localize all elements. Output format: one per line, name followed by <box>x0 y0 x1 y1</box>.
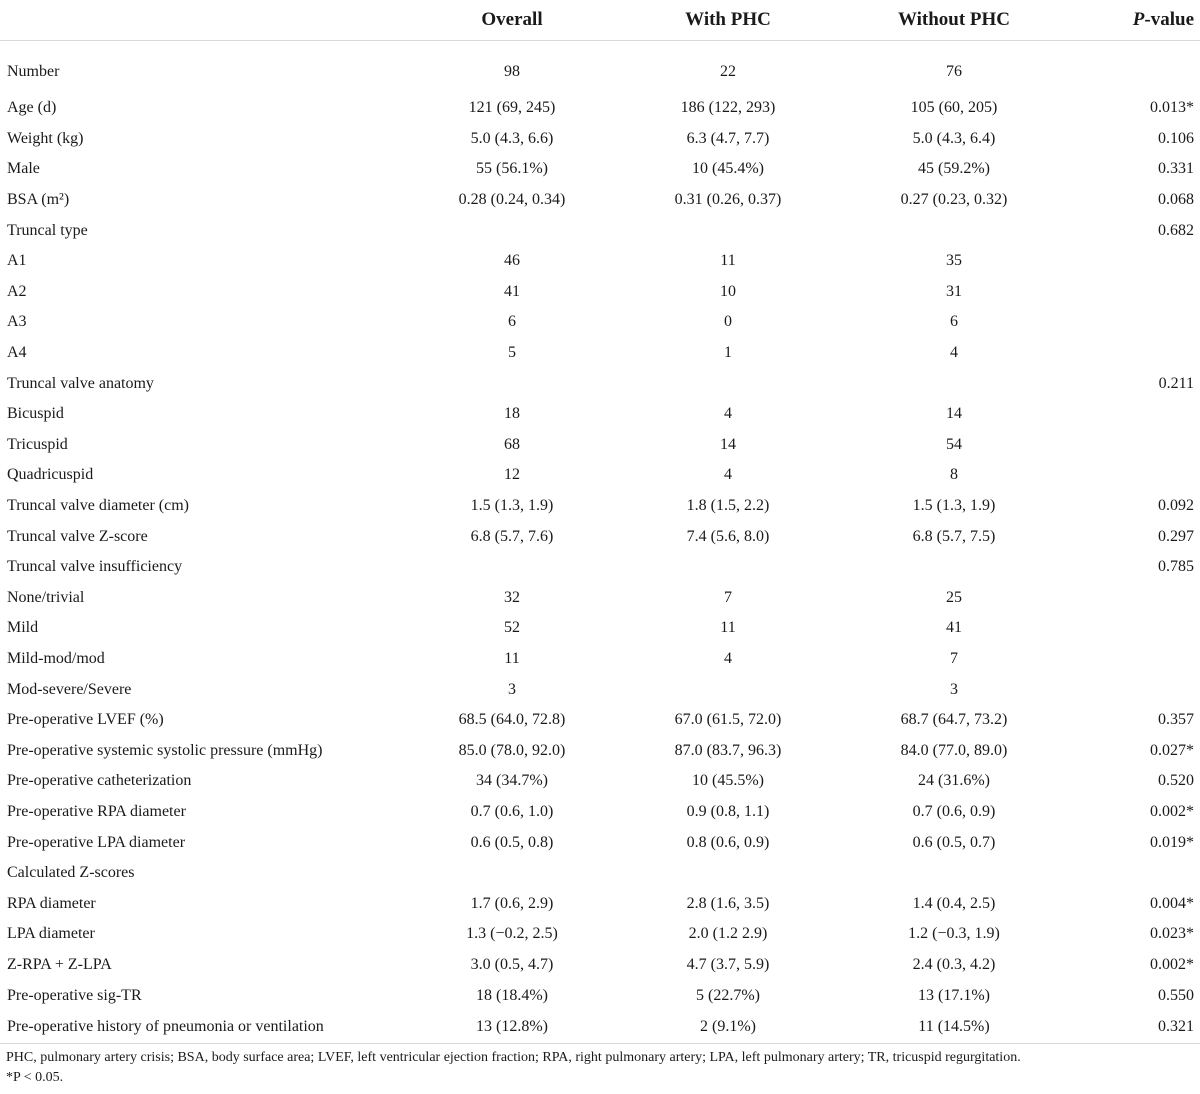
cell-overall: 121 (69, 245) <box>468 99 556 117</box>
cell-with-phc: 10 <box>720 282 736 300</box>
cell-overall: 3 <box>508 680 516 698</box>
header-p-letter: P <box>1132 9 1145 30</box>
cell-without-phc: 25 <box>946 588 962 606</box>
cell-with-phc: 10 (45.5%) <box>692 772 764 790</box>
cell-with-phc: 67.0 (61.5, 72.0) <box>674 711 782 729</box>
row-label: None/trivial <box>7 588 85 606</box>
cell-without-phc: 84.0 (77.0, 89.0) <box>900 741 1008 759</box>
cell-overall <box>408 215 616 246</box>
cell-p-value <box>1068 460 1200 491</box>
cell-without-phc: 35 <box>946 252 962 270</box>
cell-without-phc: 105 (60, 205) <box>910 99 998 117</box>
cell-with-phc <box>616 368 840 399</box>
table-row <box>0 766 1200 797</box>
cell-overall <box>408 552 616 583</box>
table-row <box>0 797 1200 828</box>
table-row <box>0 307 1200 338</box>
cell-p-value: 0.297 <box>1158 527 1194 545</box>
cell-without-phc: 1.2 (−0.3, 1.9) <box>908 925 1000 943</box>
cell-p-value: 0.004* <box>1150 894 1194 912</box>
table-row <box>0 93 1200 124</box>
cell-p-value <box>1068 674 1200 705</box>
cell-p-value: 0.106 <box>1158 129 1194 147</box>
cell-without-phc: 11 (14.5%) <box>840 1011 1068 1044</box>
cell-overall: 12 <box>504 466 520 484</box>
table-row <box>0 460 1200 491</box>
cell-overall: 5.0 (4.3, 6.6) <box>470 129 554 147</box>
cell-without-phc: 4 <box>950 344 958 362</box>
cell-with-phc: 7.4 (5.6, 8.0) <box>686 527 770 545</box>
cell-overall: 1.7 (0.6, 2.9) <box>470 894 554 912</box>
cell-without-phc: 54 <box>946 435 962 453</box>
cell-p-value: 0.068 <box>1158 191 1194 209</box>
table-row <box>0 950 1200 981</box>
cell-with-phc: 6.3 (4.7, 7.7) <box>686 129 770 147</box>
cell-p-value <box>1068 277 1200 308</box>
cell-with-phc <box>616 674 840 705</box>
cell-p-value: 0.357 <box>1158 711 1194 729</box>
row-label: A1 <box>7 252 27 270</box>
cell-overall: 13 (12.8%) <box>408 1011 616 1044</box>
table-row <box>0 124 1200 155</box>
cell-p-value <box>1068 644 1200 675</box>
cell-without-phc: 14 <box>946 405 962 423</box>
table-row <box>0 338 1200 369</box>
cell-with-phc: 2 (9.1%) <box>616 1011 840 1044</box>
row-label: Mild-mod/mod <box>7 649 105 667</box>
cell-p-value <box>1068 858 1200 889</box>
header-with-phc: With PHC <box>616 0 840 41</box>
cell-with-phc: 5 (22.7%) <box>696 986 760 1004</box>
cell-overall: 18 <box>504 405 520 423</box>
cell-overall: 5 <box>508 344 516 362</box>
cell-without-phc: 8 <box>950 466 958 484</box>
cell-without-phc: 7 <box>950 649 958 667</box>
cell-p-value: 0.520 <box>1158 772 1194 790</box>
cell-without-phc: 6.8 (5.7, 7.5) <box>912 527 996 545</box>
table-row <box>0 154 1200 185</box>
cell-overall: 68.5 (64.0, 72.8) <box>458 711 566 729</box>
cell-overall: 55 (56.1%) <box>476 160 548 178</box>
table-row <box>0 521 1200 552</box>
table-row <box>0 277 1200 308</box>
header-row <box>0 0 1200 41</box>
cell-without-phc: 76 <box>946 63 962 80</box>
cell-overall: 1.3 (−0.2, 2.5) <box>466 925 558 943</box>
cell-overall: 34 (34.7%) <box>476 772 548 790</box>
row-label: Truncal valve Z-score <box>7 527 148 545</box>
cell-without-phc: 6 <box>950 313 958 331</box>
row-label: Quadricuspid <box>7 466 94 484</box>
cell-p-value: 0.785 <box>1158 558 1194 576</box>
row-label: Pre-operative RPA diameter <box>7 802 186 820</box>
row-label: Truncal valve diameter (cm) <box>7 497 190 515</box>
cell-p-value <box>1068 41 1200 94</box>
cell-without-phc: 2.4 (0.3, 4.2) <box>912 955 996 973</box>
cell-overall: 68 <box>504 435 520 453</box>
table-row <box>0 215 1200 246</box>
table-footnote <box>6 1048 1194 1088</box>
cell-overall: 1.5 (1.3, 1.9) <box>470 497 554 515</box>
cell-overall: 3.0 (0.5, 4.7) <box>470 955 554 973</box>
cell-without-phc: 0.7 (0.6, 0.9) <box>912 802 996 820</box>
row-label: A4 <box>7 344 27 362</box>
cell-with-phc: 10 (45.4%) <box>692 160 764 178</box>
cell-with-phc <box>616 858 840 889</box>
cell-without-phc: 45 (59.2%) <box>918 160 990 178</box>
cell-overall: 41 <box>504 282 520 300</box>
cell-p-value: 0.002* <box>1150 802 1194 820</box>
table-row <box>0 552 1200 583</box>
cell-with-phc: 14 <box>720 435 736 453</box>
cell-p-value: 0.013* <box>1150 99 1194 117</box>
cell-with-phc: 0.31 (0.26, 0.37) <box>674 191 782 209</box>
table-row <box>0 1011 1200 1044</box>
cell-without-phc: 0.27 (0.23, 0.32) <box>900 191 1008 209</box>
cell-p-value <box>1068 307 1200 338</box>
cell-overall: 6.8 (5.7, 7.6) <box>470 527 554 545</box>
cell-without-phc <box>840 215 1068 246</box>
cell-without-phc: 3 <box>950 680 958 698</box>
row-label: Weight (kg) <box>7 129 84 147</box>
cell-overall: 98 <box>504 63 520 80</box>
table-row <box>0 980 1200 1011</box>
row-label: Pre-operative catheterization <box>7 772 192 790</box>
cell-without-phc <box>840 858 1068 889</box>
table-row <box>0 858 1200 889</box>
row-label: Pre-operative sig-TR <box>7 986 142 1004</box>
cell-with-phc: 11 <box>720 252 736 270</box>
cell-p-value: 0.550 <box>1158 986 1194 1004</box>
cell-overall: 52 <box>504 619 520 637</box>
table-body <box>0 41 1200 1044</box>
cell-without-phc: 1.5 (1.3, 1.9) <box>912 497 996 515</box>
cell-without-phc: 68.7 (64.7, 73.2) <box>900 711 1008 729</box>
row-label: Pre-operative history of pneumonia or ventilation <box>0 1011 408 1044</box>
cell-p-value: 0.092 <box>1158 497 1194 515</box>
row-label: Mod-severe/Severe <box>7 680 132 698</box>
cell-with-phc: 7 <box>724 588 732 606</box>
table-row <box>0 613 1200 644</box>
row-label: Age (d) <box>7 99 57 117</box>
cell-p-value <box>1068 338 1200 369</box>
cell-overall <box>408 858 616 889</box>
table-row <box>0 430 1200 461</box>
cell-p-value: 0.027* <box>1150 741 1194 759</box>
cell-with-phc: 186 (122, 293) <box>680 99 776 117</box>
table-row <box>0 368 1200 399</box>
table-header <box>0 0 1200 41</box>
cell-p-value: 0.002* <box>1150 955 1194 973</box>
row-label: Truncal valve anatomy <box>7 374 154 392</box>
cell-with-phc <box>616 215 840 246</box>
cell-without-phc <box>840 552 1068 583</box>
table-row <box>0 888 1200 919</box>
cell-without-phc: 24 (31.6%) <box>918 772 990 790</box>
cell-overall: 6 <box>508 313 516 331</box>
cell-p-value <box>1068 399 1200 430</box>
cell-p-value <box>1068 430 1200 461</box>
table-row <box>0 399 1200 430</box>
table-row <box>0 583 1200 614</box>
cell-overall: 18 (18.4%) <box>476 986 548 1004</box>
cell-overall: 11 <box>504 649 520 667</box>
row-label: BSA (m²) <box>7 191 70 209</box>
cell-p-value: 0.331 <box>1158 160 1194 178</box>
cell-with-phc: 0.8 (0.6, 0.9) <box>686 833 770 851</box>
cell-overall: 0.28 (0.24, 0.34) <box>458 191 566 209</box>
cell-without-phc <box>840 368 1068 399</box>
table-row <box>0 185 1200 216</box>
cell-p-value: 0.321 <box>1068 1011 1200 1044</box>
row-label: RPA diameter <box>7 894 96 912</box>
table-row <box>0 735 1200 766</box>
cell-with-phc: 4.7 (3.7, 5.9) <box>686 955 770 973</box>
cell-with-phc: 0.9 (0.8, 1.1) <box>686 802 770 820</box>
cell-p-value: 0.019* <box>1150 833 1194 851</box>
cell-overall: 0.7 (0.6, 1.0) <box>470 802 554 820</box>
cell-p-value: 0.682 <box>1158 221 1194 239</box>
cell-with-phc: 4 <box>724 649 732 667</box>
cell-without-phc: 1.4 (0.4, 2.5) <box>912 894 996 912</box>
cell-with-phc: 2.0 (1.2 2.9) <box>688 925 768 943</box>
cell-without-phc: 31 <box>946 282 962 300</box>
table-row <box>0 41 1200 94</box>
header-p-rest: -value <box>1144 9 1194 30</box>
table-row <box>0 827 1200 858</box>
row-label: Pre-operative systemic systolic pressure (mmHg) <box>7 741 323 759</box>
cell-without-phc: 41 <box>946 619 962 637</box>
cell-with-phc: 0 <box>724 313 732 331</box>
table-row <box>0 491 1200 522</box>
row-label: LPA diameter <box>7 925 95 943</box>
cell-p-value <box>1068 613 1200 644</box>
row-label: Bicuspid <box>7 405 64 423</box>
cell-without-phc: 0.6 (0.5, 0.7) <box>912 833 996 851</box>
cell-overall: 46 <box>504 252 520 270</box>
footnote-significance: *P < 0.05. <box>6 1070 64 1085</box>
cell-p-value <box>1068 246 1200 277</box>
cell-overall: 85.0 (78.0, 92.0) <box>458 741 566 759</box>
header-p-value <box>1068 0 1200 41</box>
cell-with-phc <box>616 552 840 583</box>
row-label: Z-RPA + Z-LPA <box>7 955 112 973</box>
header-without-phc: Without PHC <box>840 0 1068 41</box>
row-label: Tricuspid <box>7 435 68 453</box>
cell-with-phc: 1 <box>724 344 732 362</box>
cell-without-phc: 5.0 (4.3, 6.4) <box>912 129 996 147</box>
row-label: Pre-operative LVEF (%) <box>7 711 164 729</box>
cell-with-phc: 2.8 (1.6, 3.5) <box>686 894 770 912</box>
table-row <box>0 644 1200 675</box>
row-label: Truncal type <box>7 221 88 239</box>
cell-with-phc: 22 <box>720 63 736 80</box>
header-label <box>0 0 408 41</box>
table-row <box>0 705 1200 736</box>
row-label: Number <box>7 63 60 80</box>
footnote-abbreviations: PHC, pulmonary artery crisis; BSA, body surface area; LVEF, left ventricular ejection fraction; RPA, right pulmonary artery; LPA, left pulmonary artery; TR, tricuspid regurgitation. <box>6 1050 1021 1065</box>
cell-overall <box>408 368 616 399</box>
row-label: Mild <box>7 619 39 637</box>
row-label: Pre-operative LPA diameter <box>7 833 186 851</box>
cell-with-phc: 1.8 (1.5, 2.2) <box>686 497 770 515</box>
cell-without-phc: 13 (17.1%) <box>918 986 990 1004</box>
row-label: A3 <box>7 313 27 331</box>
cell-p-value: 0.211 <box>1158 374 1194 392</box>
cell-overall: 0.6 (0.5, 0.8) <box>470 833 554 851</box>
cell-with-phc: 4 <box>724 466 732 484</box>
cell-p-value: 0.023* <box>1150 925 1194 943</box>
table-row <box>0 674 1200 705</box>
table-row <box>0 919 1200 950</box>
row-label: A2 <box>7 282 27 300</box>
cell-with-phc: 87.0 (83.7, 96.3) <box>674 741 782 759</box>
table-row <box>0 246 1200 277</box>
row-label: Truncal valve insufficiency <box>7 558 183 576</box>
row-label: Male <box>7 160 40 178</box>
row-label: Calculated Z-scores <box>7 864 135 882</box>
cell-overall: 32 <box>504 588 520 606</box>
header-overall: Overall <box>408 0 616 41</box>
cell-with-phc: 4 <box>724 405 732 423</box>
cell-with-phc: 11 <box>720 619 736 637</box>
cell-p-value <box>1068 583 1200 614</box>
